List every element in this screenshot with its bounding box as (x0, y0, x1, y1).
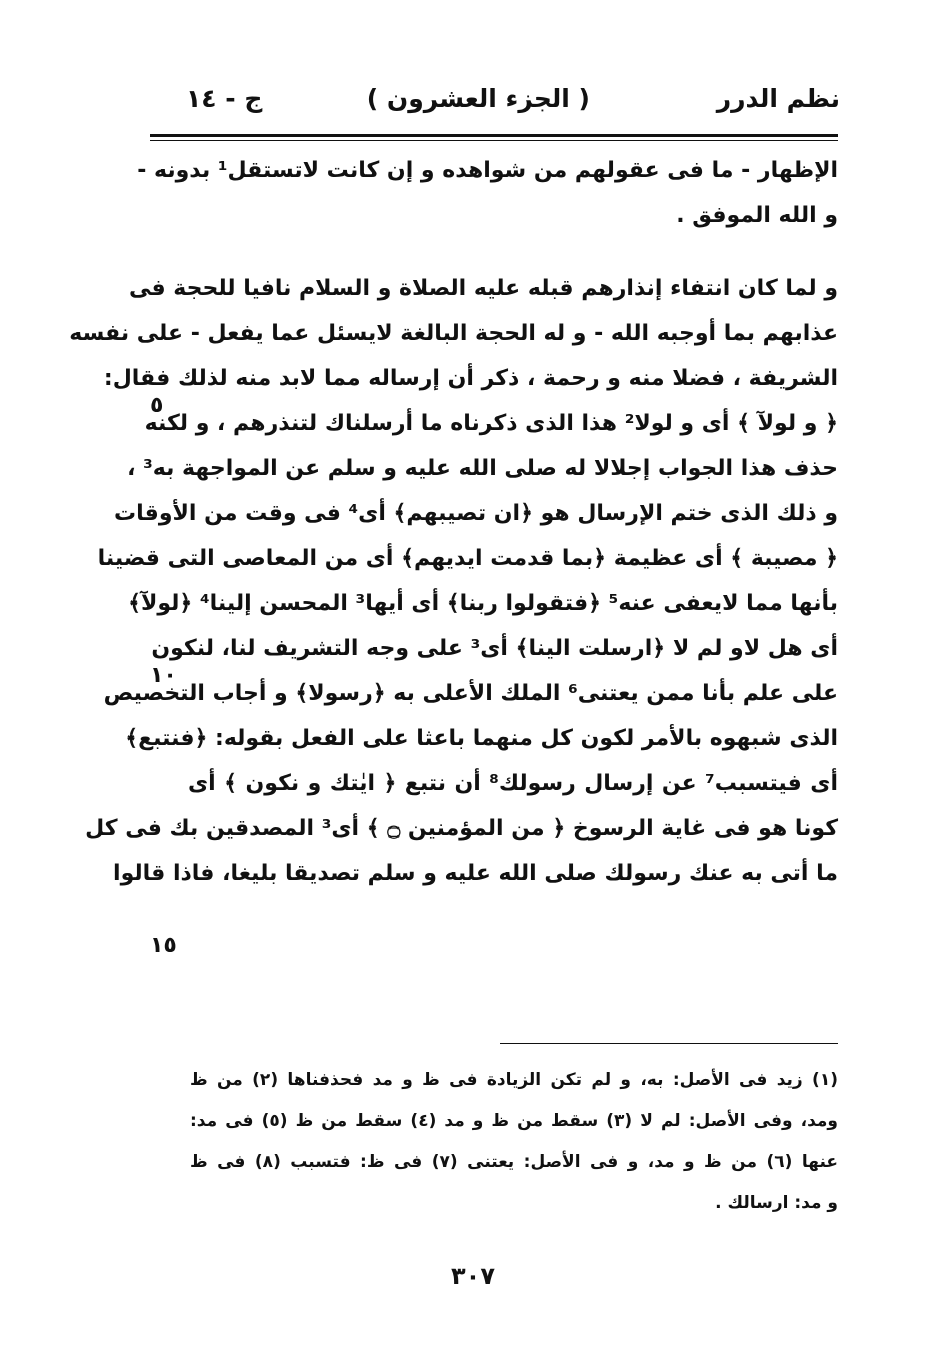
text-line: ما أتى به عنك رسولك صلى الله عليه و سلم تصديقا بليغا، فاذا قالوا (113, 861, 838, 886)
page-number: ٣٠٧ (451, 1262, 495, 1290)
footnote-rule (500, 1043, 838, 1044)
header-rule-thin (150, 140, 838, 141)
text-line: ﴿ مصيبة ﴾ أى عظيمة ﴿بما قدمت ايديهم﴾ أى من المعاصى التى قضينا (97, 546, 838, 571)
footnote-line: و مد: ارسالك . (715, 1193, 838, 1213)
footnote-line: ومد، وفى الأصل: لم لا (٣) سقط من ظ و مد (٤) سقط من ظ (٥) فى مد: (190, 1111, 838, 1131)
text-line: كونا هو فى غاية الرسوخ ﴿ من المؤمنين ۝ ﴾ أى³ المصدقين بك فى كل (85, 816, 838, 841)
text-line: عذابهم بما أوجبه الله - و له الحجة البالغة لايسئل عما يفعل - على نفسه (69, 321, 838, 346)
line-number-15: ١٥ (150, 933, 177, 958)
text-line: أى هل لاو لم لا ﴿ارسلت الينا﴾ أى³ على وجه التشريف لنا، لنكون (151, 636, 838, 661)
text-line: و لما كان انتفاء إنذارهم قبله عليه الصلاة و السلام نافيا للحجة فى (128, 276, 838, 301)
volume-label: ج - ١٤ (186, 84, 263, 113)
book-title: نظم الدرر (716, 84, 840, 113)
text-line: الإظهار - ما فى عقولهم من شواهده و إن كانت لاتستقل¹ بدونه - (137, 158, 838, 183)
text-line: و ذلك الذى ختم الإرسال هو ﴿ان تصيبهم﴾ أى⁴ فى وقت من الأوقات (114, 501, 838, 526)
line-number-10: ١٠ (150, 663, 177, 688)
text-line: ﴿ و لولآ ﴾ أى و لولا² هذا الذى ذكرناه ما أرسلناك لتنذرهم ، و لكنه (144, 411, 838, 436)
text-line: أى فيتسبب⁷ عن إرسال رسولك⁸ أن نتبع ﴿ ايٰتك و نكون ﴾ أى (188, 771, 838, 796)
line-number-5: ٥ (150, 393, 164, 418)
text-line: حذف هذا الجواب إجلالا له صلى الله عليه و سلم عن المواجهة به³ ، (127, 456, 838, 481)
text-line: الذى شبهوه بالأمر لكون كل منهما باعثا على الفعل بقوله: ﴿فنتبع﴾ (125, 726, 838, 751)
running-header (150, 78, 840, 128)
footnotes (190, 1060, 838, 1224)
footnote-line: (١) زيد فى الأصل: به، و لم تكن الزيادة فى ظ و مد فحذفناها (٢) من ظ (190, 1070, 838, 1090)
text-line: الشريفة ، فضلا منه و رحمة ، ذكر أن إرساله مما لابد منه لذلك فقال: (103, 366, 838, 391)
text-line: و الله الموفق . (676, 203, 838, 228)
text-line: على علم بأنا ممن يعتنى⁶ الملك الأعلى به ﴿رسولا﴾ و أجاب التخصيص (103, 681, 838, 706)
text-line: بأنها مما لايعفى عنه⁵ ﴿فتقولوا ربنا﴾ أى أيها³ المحسن إلينا⁴ ﴿لولآ﴾ (128, 591, 838, 616)
header-rule (150, 134, 838, 137)
footnote-line: عنها (٦) من ظ و مد، و فى الأصل: يعتنى (٧) فى ظ: فتسبب (٨) فى ظ (190, 1152, 838, 1172)
part-title: ( الجزء العشرون ) (366, 84, 590, 113)
